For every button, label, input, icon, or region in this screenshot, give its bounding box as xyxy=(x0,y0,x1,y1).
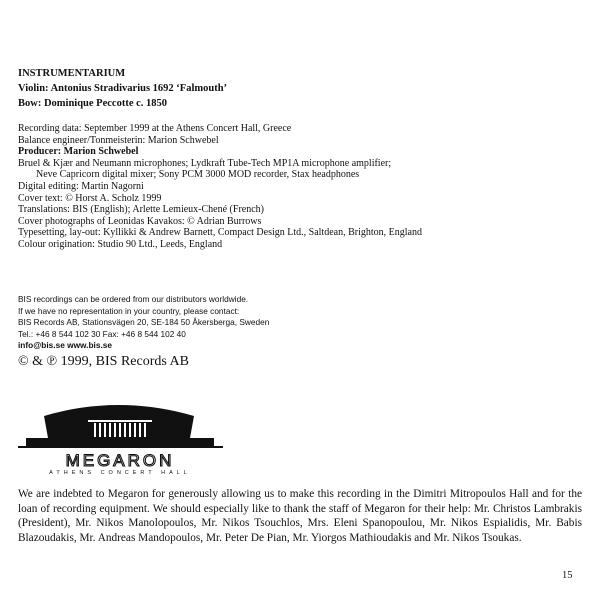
contact-line-phone: Tel.: +46 8 544 102 30 Fax: +46 8 544 102 40 xyxy=(18,328,186,339)
recording-credits xyxy=(18,123,588,251)
megaron-wordmark: MEGARON xyxy=(65,451,175,470)
instrumentarium-heading: INSTRUMENTARIUM xyxy=(18,68,126,79)
contact-line-representation: If we have no representation in your country, please contact: xyxy=(18,305,240,316)
credit-microphones: Bruel & Kjær and Neumann microphones; Lydkraft Tube-Tech MP1A microphone amplifier; xyxy=(18,157,392,169)
contact-line-address: BIS Records AB, Stationsvägen 20, SE-184 50 Åkersberga, Sweden xyxy=(18,317,270,327)
acknowledgement-paragraph: We are indebted to Megaron for generously allowing us to make this recording in the Dimitri Mitropoulos Hall and for the loan of recording equipment. We should especially like to thank the staff of Megaron for their help: Mr. Christos Lambrakis (President), Mr. Nikos Manolopoulos, Mr. Nikos Tsouchlos, Mrs. Eleni Spanopoulou, Mr. Nikos Espialidis, Mr. Babis Blazoudakis, Mr. Andreas Mandopoulos, Mr. Peter De Pian, Mr. Yiorgos Mathioudakis and Mr. Nikos Tsoukas. xyxy=(18,488,582,544)
instrumentarium-section xyxy=(18,66,227,111)
megaron-subtitle: ATHENS CONCERT HALL xyxy=(49,470,191,475)
credit-cover-photos: Cover photographs of Leonidas Kavakos: © Adrian Burrows xyxy=(18,215,262,227)
bow-line: Bow: Dominique Peccotte c. 1850 xyxy=(18,98,168,109)
contact-line-web: info@bis.se www.bis.se xyxy=(18,340,113,350)
contact-info xyxy=(18,294,269,352)
megaron-logo xyxy=(18,390,223,475)
credit-mixer: Neve Capricorn digital mixer; Sony PCM 3000 MOD recorder, Stax headphones xyxy=(36,169,360,181)
credit-balance-engineer: Balance engineer/Tonmeisterin: Marion Schwebel xyxy=(18,134,219,146)
page-number: 15 xyxy=(562,570,573,581)
megaron-building-icon xyxy=(18,390,223,475)
contact-line-distributors: BIS recordings can be ordered from our distributors worldwide. xyxy=(18,294,249,304)
violin-line: Violin: Antonius Stradivarius 1692 ‘Falmouth’ xyxy=(18,83,228,94)
credit-translations: Translations: BIS (English); Arlette Lemieux-Chené (French) xyxy=(18,204,264,216)
credit-cover-text: Cover text: © Horst A. Scholz 1999 xyxy=(18,192,162,204)
credit-digital-editing: Digital editing: Martin Nagorni xyxy=(18,180,144,192)
credit-producer: Producer: Marion Schwebel xyxy=(18,146,139,158)
credit-typesetting: Typesetting, lay-out: Kyllikki & Andrew Barnett, Compact Design Ltd., Saltdean, Brighton, England xyxy=(18,227,422,239)
credit-colour-origination: Colour origination: Studio 90 Ltd., Leeds, England xyxy=(18,238,223,250)
credit-recording-data: Recording data: September 1999 at the Athens Concert Hall, Greece xyxy=(18,123,292,134)
copyright-line: © & ℗ 1999, BIS Records AB xyxy=(18,354,190,369)
